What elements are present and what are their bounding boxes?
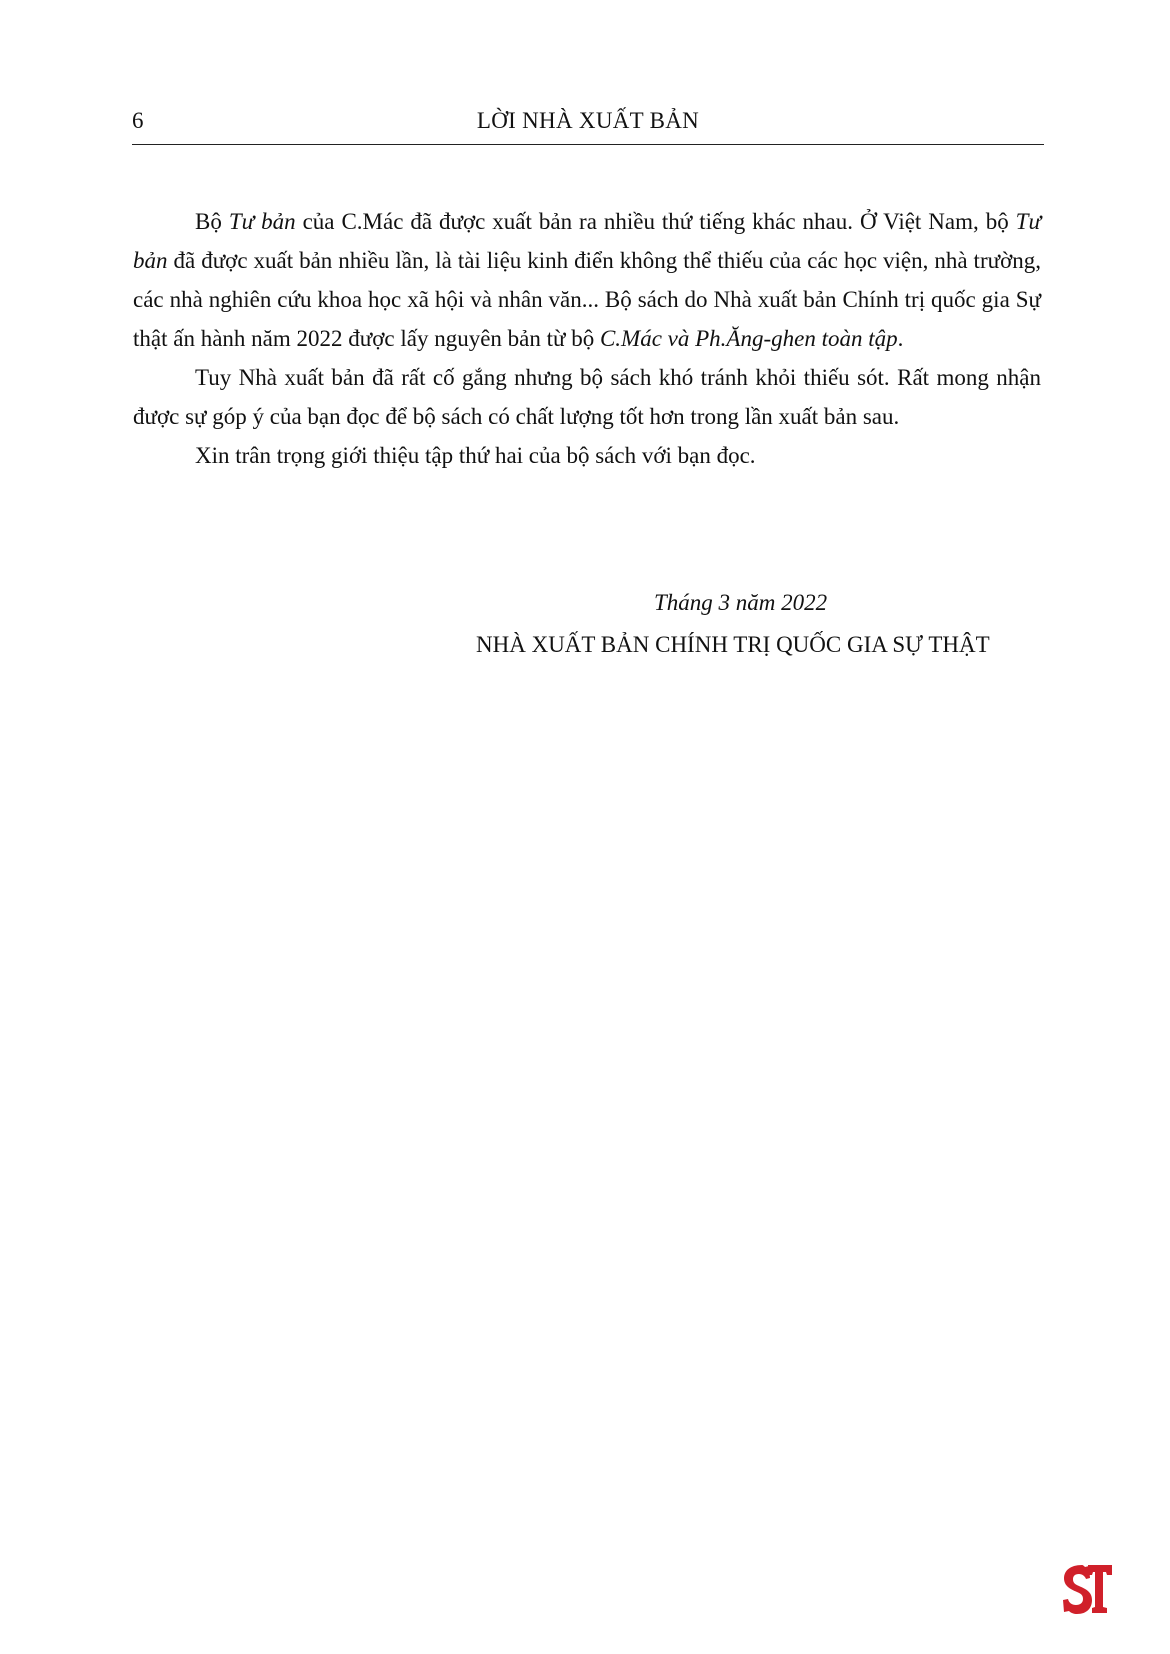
header-rule	[132, 144, 1044, 145]
paragraph	[133, 358, 1041, 436]
text-segment: Xin trân trọng giới thiệu tập thứ hai của bộ sách với bạn đọc.	[195, 443, 756, 468]
text-segment: của C.Mác đã được xuất bản ra nhiều thứ tiếng khác nhau. Ở Việt Nam, bộ	[295, 209, 1016, 234]
text-segment: Tuy Nhà xuất bản đã rất cố gắng nhưng bộ sách khó tránh khỏi thiếu sót. Rất mong nhận được sự góp ý của bạn đọc để bộ sách có chất lượng tốt hơn trong lần xuất bản sau.	[133, 365, 1041, 429]
text-segment: đã được xuất bản nhiều lần, là tài liệu kinh điển không thể thiếu của các học viện, nhà trường, các nhà nghiên cứu khoa học xã hội và nhân văn... Bộ sách do Nhà xuất bản Chính trị quốc gia Sự thật ấn hành năm 2022 được lấy nguyên bản từ bộ	[133, 248, 1041, 351]
body-text	[133, 202, 1041, 475]
page-header	[132, 106, 1044, 136]
text-segment: .	[897, 326, 904, 351]
italic-title-segment: C.Mác và Ph.Ăng-ghen toàn tập	[599, 326, 898, 351]
publisher-logo	[1060, 1561, 1114, 1617]
italic-title-segment: Tư bản	[133, 209, 1041, 273]
page-number: 6	[132, 108, 144, 133]
signature-date: Tháng 3 năm 2022	[654, 590, 828, 615]
signature-organization: NHÀ XUẤT BẢN CHÍNH TRỊ QUỐC GIA SỰ THẬT	[476, 632, 990, 657]
running-title: LỜI NHÀ XUẤT BẢN	[476, 108, 700, 133]
text-segment: Bộ	[195, 209, 229, 234]
italic-title-segment: Tư bản	[228, 209, 296, 234]
paragraph	[133, 436, 1041, 475]
paragraph	[133, 202, 1041, 358]
